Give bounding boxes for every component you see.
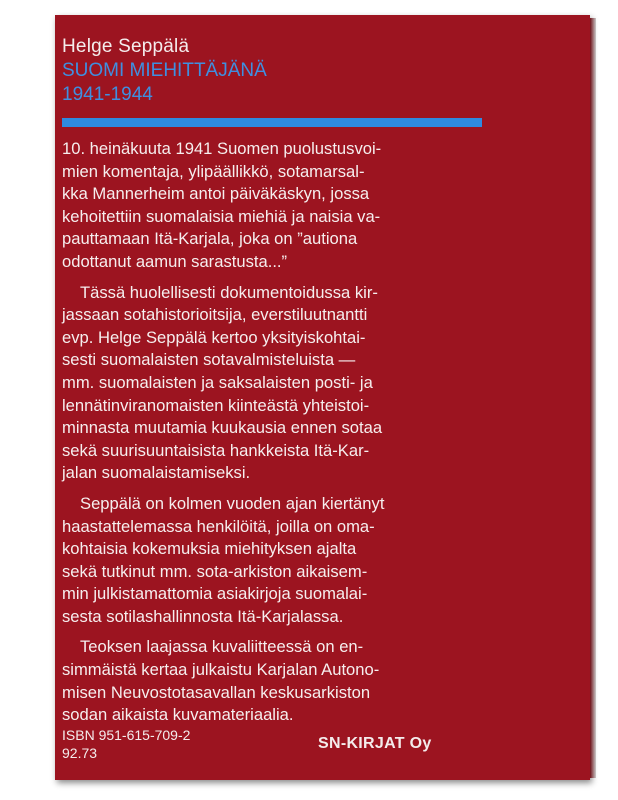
blurb-line: sesta sotilashallinnosta Itä-Karjalassa. bbox=[62, 606, 344, 626]
blurb-line: sekä suurisuuntaisista hankkeista Itä-Kar- bbox=[62, 440, 370, 460]
blurb-line: misen Neuvostotasavallan keskusarkiston bbox=[62, 682, 371, 702]
blurb-paragraph-1 bbox=[62, 138, 492, 274]
blurb-line: min julkistamattomia asiakirjoja suomalai- bbox=[62, 584, 368, 604]
blurb-line: jassaan sotahistorioitsija, everstiluutnantti bbox=[62, 305, 368, 325]
book-years: 1941-1944 bbox=[62, 84, 153, 105]
blurb-line: odottanut aamun sarastusta...” bbox=[62, 251, 288, 271]
book-title: SUOMI MIEHITTÄJÄNÄ bbox=[62, 60, 267, 81]
blurb-line: jalan suomalaistamiseksi. bbox=[62, 463, 251, 483]
blurb-line: kehoitettiin suomalaisia miehiä ja naisia va- bbox=[62, 206, 381, 226]
blurb-line: sekä tutkinut mm. sota-arkiston aikaisem- bbox=[62, 561, 368, 581]
blurb-line: Seppälä on kolmen vuoden ajan kiertänyt bbox=[80, 493, 385, 513]
blurb-line: kka Mannerheim antoi päiväkäskyn, jossa bbox=[62, 184, 370, 204]
blurb-line: sesti suomalaisten sotavalmisteluista — bbox=[62, 350, 356, 370]
blurb-line: Teoksen laajassa kuvaliitteessä on en- bbox=[80, 637, 364, 657]
classification-code: 92.73 bbox=[62, 745, 98, 761]
blurb-line: minnasta muutamia kuukausia ennen sotaa bbox=[62, 418, 383, 438]
isbn-block bbox=[62, 726, 190, 762]
blurb-line: haastattelemassa henkilöitä, joilla on oma- bbox=[62, 516, 375, 536]
blurb-line: sodan aikaista kuvamateriaalia. bbox=[62, 705, 294, 725]
blurb-line: mm. suomalaisten ja saksalaisten posti- ja bbox=[62, 372, 373, 392]
blurb-line: kohtaisia kokemuksia miehityksen ajalta bbox=[62, 539, 357, 559]
accent-rule bbox=[62, 118, 482, 127]
blurb-line: evp. Helge Seppälä kertoo yksityiskohtai- bbox=[62, 327, 366, 347]
blurb-line: Tässä huolellisesti dokumentoidussa kir- bbox=[80, 282, 378, 302]
blurb-paragraph-3 bbox=[62, 493, 492, 629]
blurb bbox=[62, 138, 492, 735]
publisher-name: SN-KIRJAT Oy bbox=[318, 735, 432, 752]
isbn-number: ISBN 951-615-709-2 bbox=[62, 727, 191, 743]
blurb-line: pauttamaan Itä-Karjala, joka on ”autiona bbox=[62, 229, 358, 249]
blurb-line: lennätinviranomaisten kiinteästä yhteistoi- bbox=[62, 395, 370, 415]
blurb-line: mien komentaja, ylipäällikkö, sotamarsal- bbox=[62, 161, 365, 181]
blurb-paragraph-2 bbox=[62, 282, 492, 485]
blurb-line: simmäistä kertaa julkaistu Karjalan Autono- bbox=[62, 660, 380, 680]
author-name: Helge Seppälä bbox=[62, 36, 190, 57]
blurb-line: 10. heinäkuuta 1941 Suomen puolustusvoi- bbox=[62, 139, 382, 158]
blurb-paragraph-4 bbox=[62, 636, 492, 726]
cover-edge bbox=[590, 18, 596, 778]
